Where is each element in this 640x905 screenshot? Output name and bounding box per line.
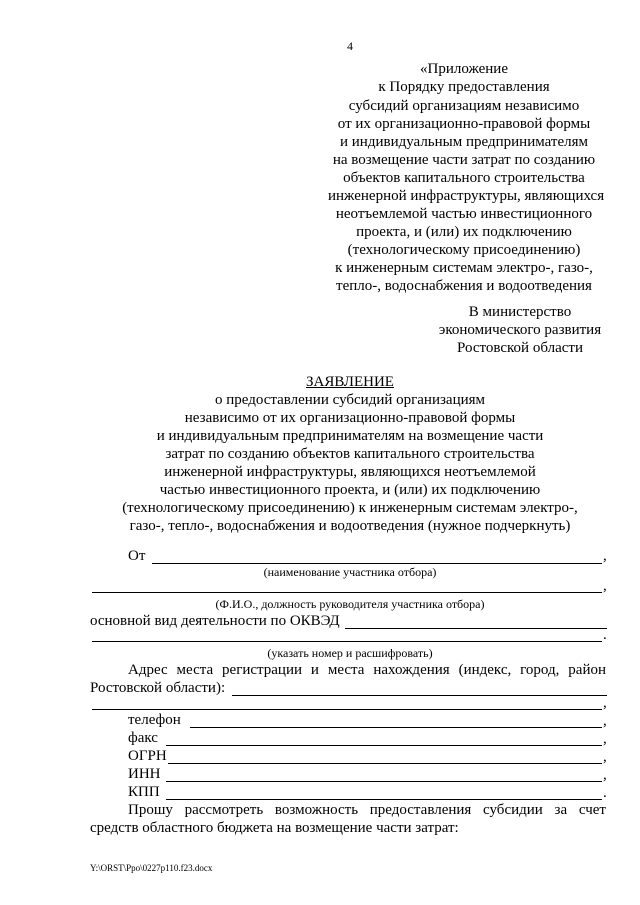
statement-line: затрат по созданию объектов капитального строительства [165, 446, 535, 462]
appendix-line: «Приложение [419, 61, 508, 77]
statement-line: независимо от их организационно-правовой формы [184, 410, 516, 426]
activity-field[interactable] [345, 628, 607, 629]
appendix-line: объектов капитального строительства [343, 170, 585, 186]
address-label: Ростовской области): [90, 680, 226, 696]
addressee-line: В министерство [468, 304, 572, 320]
appendix-line: тепло-, водоснабжения и водоотведения [336, 278, 592, 294]
comma: , [603, 548, 607, 564]
appendix-line: неотъемлемой частью инвестиционного [335, 206, 593, 222]
participant-name-field[interactable] [152, 563, 602, 564]
statement-title: ЗАЯВЛЕНИЕ [306, 374, 394, 390]
phone-label: телефон [128, 712, 181, 728]
address-label: Адрес места регистрации и места нахождения (индекс, город, район [128, 662, 606, 678]
appendix-line: инженерной инфраструктуры, являющихся [328, 188, 605, 204]
kpp-label: КПП [128, 784, 160, 800]
statement-line: (технологическому присоединению) к инженерным системам электро-, [122, 500, 578, 516]
addressee-line: Ростовской области [457, 340, 583, 356]
appendix-line: от их организационно-правовой формы [337, 116, 591, 132]
file-path-footer: Y:\ORST\Ppo\0227p110.f23.docx [90, 863, 213, 873]
request-text: Прошу рассмотреть возможность предоставления субсидии за счет [128, 802, 606, 818]
comma: , [603, 731, 607, 747]
appendix-line: субсидий организациям независимо [348, 98, 580, 114]
appendix-line: проекта, и (или) их подключению [356, 224, 572, 240]
statement-line: инженерной инфраструктуры, являющихся неотъемлемой [164, 464, 536, 480]
address-field-continued[interactable] [92, 709, 602, 710]
activity-label: основной вид деятельности по ОКВЭД [90, 613, 340, 629]
comma: , [603, 713, 607, 729]
fax-label: факс [128, 730, 158, 746]
head-hint: (Ф.И.О., должность руководителя участника отбора) [215, 597, 485, 611]
page-number: 4 [347, 39, 353, 53]
comma: , [603, 695, 607, 711]
address-field[interactable] [232, 695, 607, 696]
comma: , [603, 767, 607, 783]
request-text: средств областного бюджета на возмещение части затрат: [90, 820, 459, 836]
appendix-line: и индивидуальным предпринимателям [340, 134, 588, 150]
appendix-line: (технологическому присоединению) [347, 242, 581, 258]
participant-name-field-continued[interactable] [92, 592, 602, 593]
period: . [603, 785, 607, 801]
statement-line: газо-, тепло-, водоснабжения и водоотведения (нужное подчеркнуть) [129, 518, 571, 534]
statement-line: и индивидуальным предпринимателям на возмещение части [156, 428, 544, 444]
participant-name-hint: (наименование участника отбора) [263, 565, 437, 579]
appendix-line: к инженерным системам электро-, газо-, [335, 260, 593, 276]
comma: , [603, 578, 607, 594]
ogrn-label: ОГРН [128, 748, 167, 764]
activity-hint: (указать номер и расшифровать) [267, 646, 433, 660]
comma: , [603, 749, 607, 765]
period: . [603, 627, 607, 643]
statement-line: частью инвестиционного проекта, и (или) их подключению [159, 482, 541, 498]
ogrn-field[interactable] [168, 763, 602, 764]
activity-field-continued[interactable] [92, 641, 602, 642]
addressee-line: экономического развития [438, 322, 602, 338]
inn-label: ИНН [128, 766, 161, 782]
kpp-field[interactable] [166, 799, 602, 800]
appendix-line: на возмещение части затрат по созданию [332, 152, 596, 168]
statement-line: о предоставлении субсидий организациям [214, 392, 486, 408]
phone-field[interactable] [190, 727, 602, 728]
inn-field[interactable] [166, 781, 602, 782]
fax-field[interactable] [166, 745, 602, 746]
from-label: От [128, 548, 146, 564]
appendix-line: к Порядку предоставления [378, 79, 550, 95]
